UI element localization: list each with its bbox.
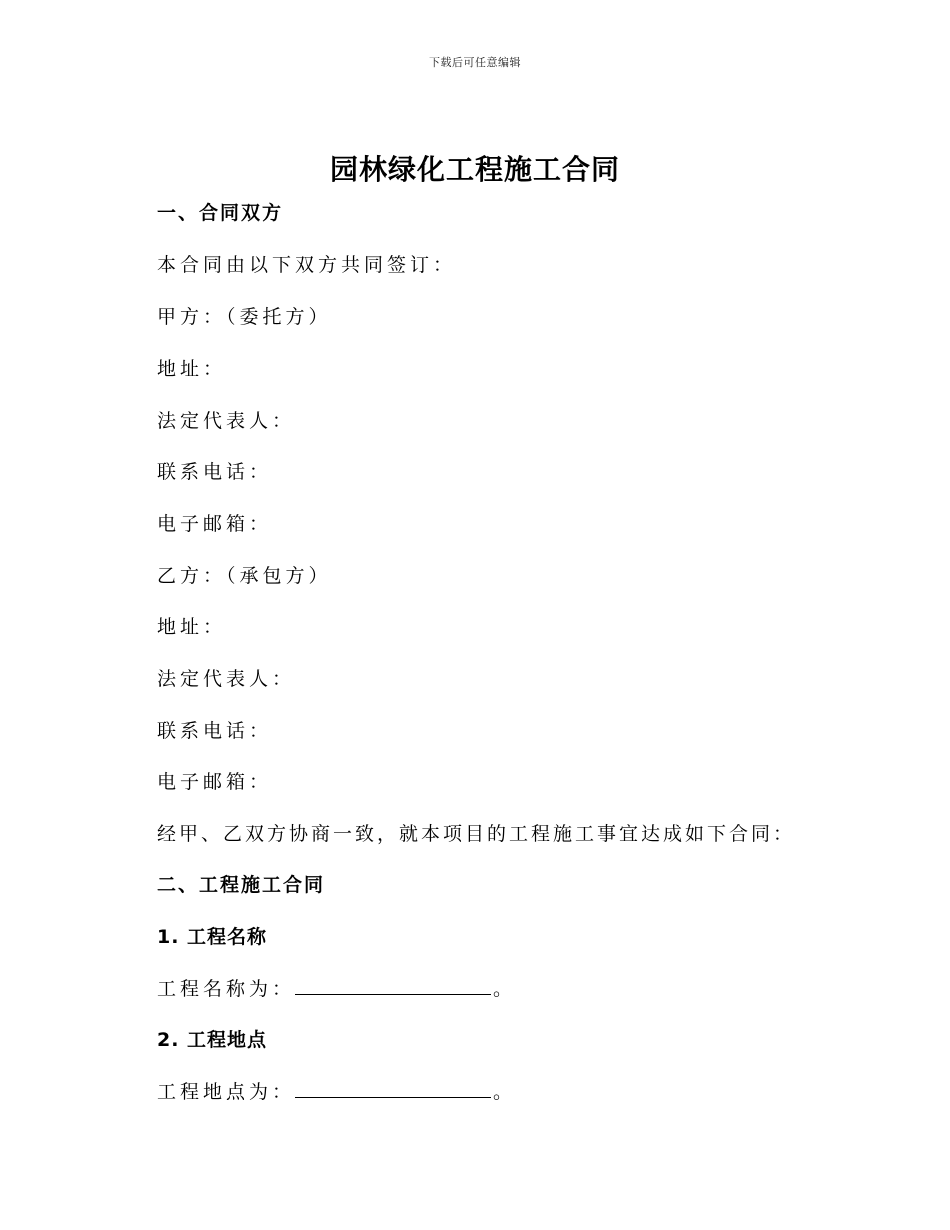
party-b-label: 乙方：（承包方） — [157, 565, 332, 587]
party-a-label: 甲方：（委托方） — [157, 306, 332, 328]
project-name-blank — [295, 978, 491, 995]
section-heading-contract: 二、工程施工合同 — [157, 874, 326, 896]
section-heading-parties: 一、合同双方 — [157, 202, 284, 224]
project-location-line — [157, 1077, 516, 1104]
intro-text: 本合同由以下双方共同签订： — [157, 254, 457, 276]
party-b-address: 地址： — [157, 616, 227, 638]
project-name-end: 。 — [493, 978, 517, 1000]
project-name-label: 工程名称为： — [157, 978, 296, 1000]
party-a-phone: 联系电话： — [157, 461, 273, 483]
agreement-text: 经甲、乙双方协商一致，就本项目的工程施工事宜达成如下合同： — [157, 823, 796, 845]
party-b-legal-rep: 法定代表人： — [157, 668, 296, 690]
project-location-end: 。 — [493, 1081, 517, 1103]
project-location-blank — [295, 1081, 491, 1098]
project-name-line — [157, 974, 516, 1001]
item-heading-project-name: 1. 工程名称 — [157, 926, 268, 948]
party-b-phone: 联系电话： — [157, 720, 273, 742]
project-location-label: 工程地点为： — [157, 1081, 296, 1103]
party-a-email: 电子邮箱： — [157, 513, 273, 535]
item-heading-project-location: 2. 工程地点 — [157, 1029, 268, 1051]
party-a-address: 地址： — [157, 358, 227, 380]
party-a-legal-rep: 法定代表人： — [157, 410, 296, 432]
header-note: 下载后可任意编辑 — [429, 56, 521, 69]
party-b-email: 电子邮箱： — [157, 771, 273, 793]
document-title: 园林绿化工程施工合同 — [329, 153, 620, 186]
